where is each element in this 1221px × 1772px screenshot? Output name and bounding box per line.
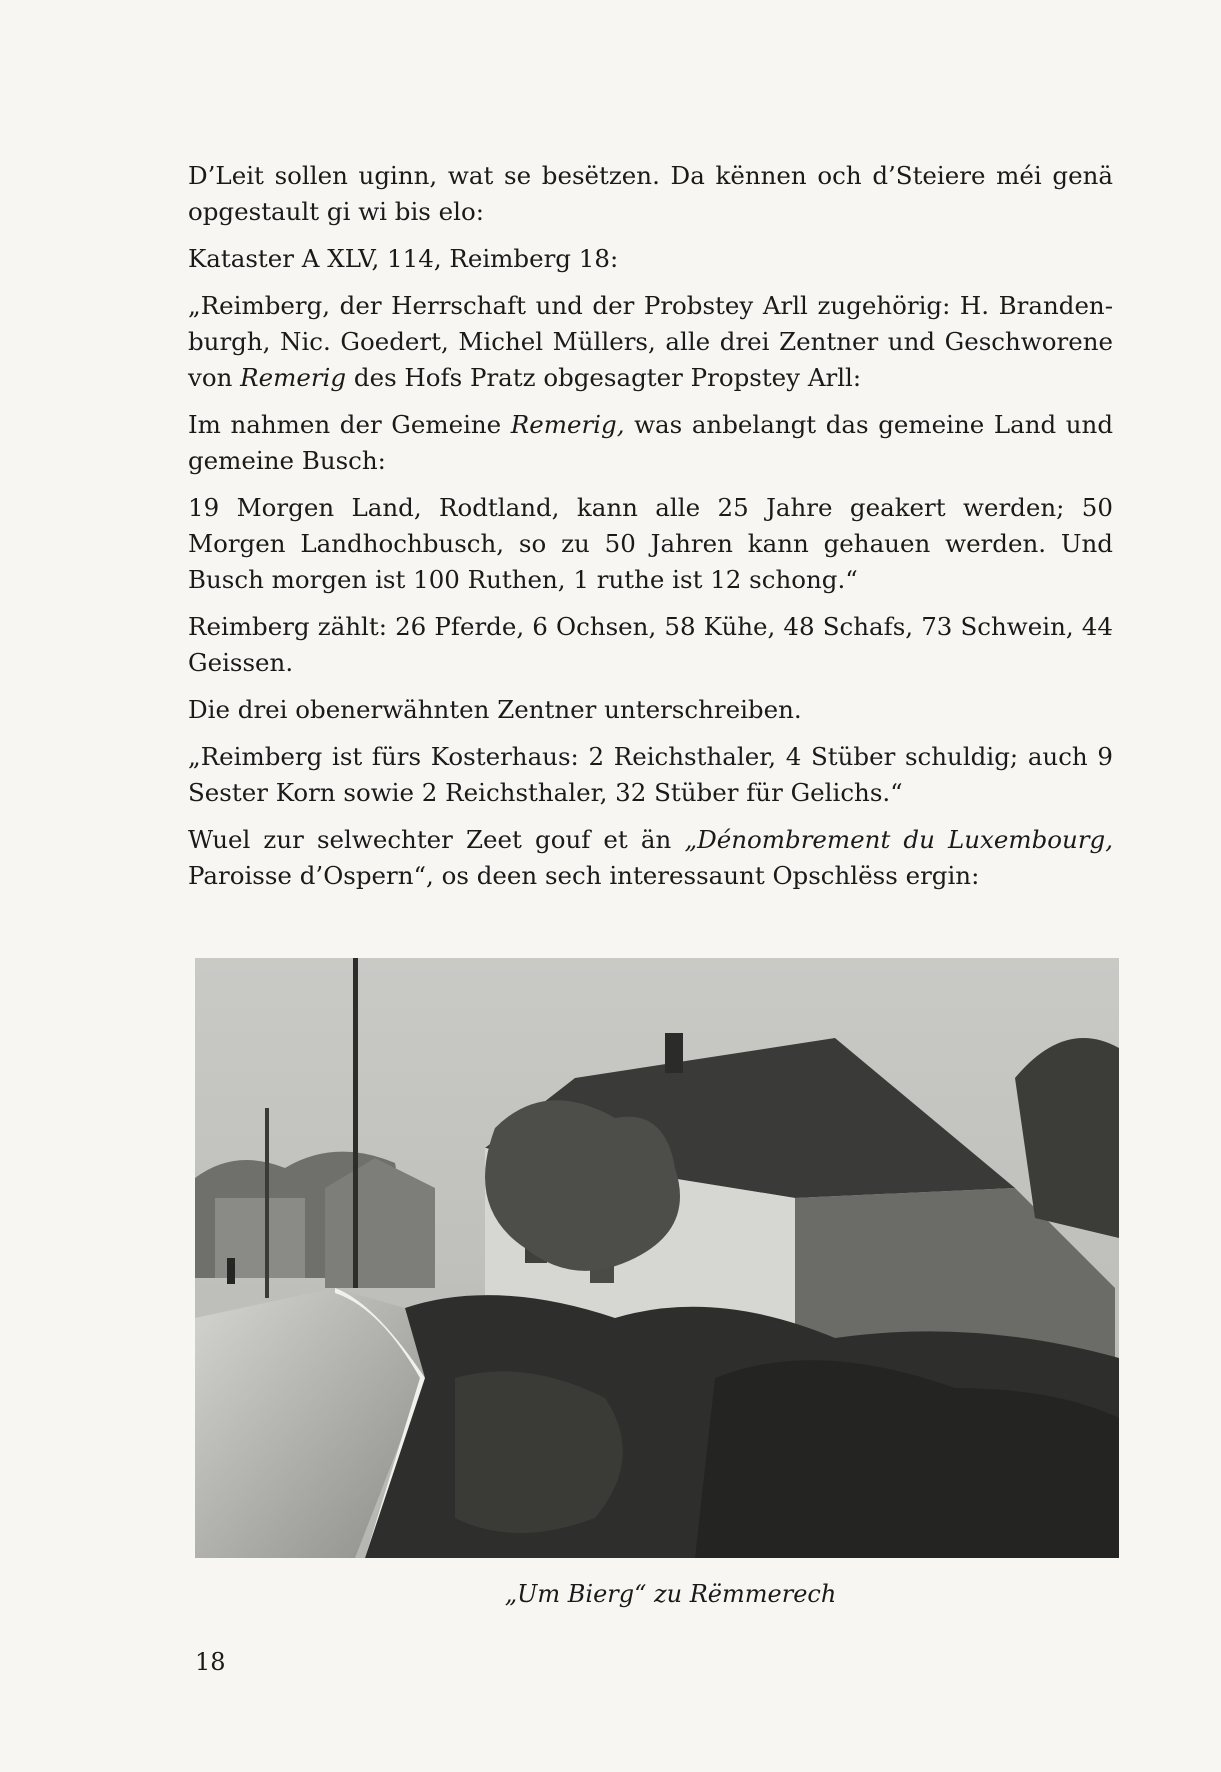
paragraph: [188, 407, 1113, 479]
text-run: was anbelangt das gemeine Land und gemeine Busch:: [188, 410, 1113, 475]
paragraph: [188, 158, 1113, 230]
text-run: 19 Morgen Land, Rodtland, kann alle 25 Jahre geakert werden; 50 Morgen Landhochbusch, so zu 50 Jahren kann gehauen werden. Und Busch morgen ist 100 Ruthen, 1 ruthe ist 12 schong.“: [188, 493, 1113, 594]
village-street-photo: [195, 958, 1119, 1558]
page-number: 18: [195, 1648, 226, 1676]
text-run: des Hofs Pratz obgesagter Propstey Arll:: [346, 363, 862, 392]
text-run: Kataster A XLV, 114, Reimberg 18:: [188, 244, 619, 273]
italic-text: Remerig,: [510, 410, 625, 439]
italic-text: „Dénombrement du Luxembourg,: [684, 825, 1113, 854]
paragraph: [188, 241, 1113, 277]
paragraph: [188, 822, 1113, 894]
text-run: D’Leit sollen uginn, wat se besëtzen. Da kënnen och d’Steiere méi genä opgestault gi wi bis elo:: [188, 161, 1113, 226]
text-run: Die drei obenerwähnten Zentner unterschreiben.: [188, 695, 802, 724]
text-run: Paroisse d’Ospern“, os deen sech interessaunt Opschlëss ergin:: [188, 861, 980, 890]
paragraph: [188, 490, 1113, 598]
text-run: „Reimberg, der Herrschaft und der Probstey Arll zugehörig: H. Brandenburgh, Nic. Goedert, Michel Müllers, alle drei Zentner und Geschworene von: [188, 291, 1113, 392]
paragraph: [188, 609, 1113, 681]
paragraph: [188, 739, 1113, 811]
text-run: Im nahmen der Gemeine: [188, 410, 511, 439]
body-text: [188, 158, 1113, 905]
paragraph: [188, 692, 1113, 728]
text-run: Reimberg zählt: 26 Pferde, 6 Ochsen, 58 Kühe, 48 Schafs, 73 Schwein, 44 Geissen.: [188, 612, 1113, 677]
photo-illustration: [195, 958, 1119, 1558]
text-run: Wuel zur selwechter Zeet gouf et än: [188, 825, 685, 854]
photo-caption: „Um Bierg“ zu Rëmmerech: [504, 1580, 837, 1608]
text-run: „Reimberg ist fürs Kosterhaus: 2 Reichsthaler, 4 Stüber schuldig; auch 9 Sester Korn sowie 2 Reichsthaler, 32 Stüber für Gelichs.“: [188, 742, 1113, 807]
italic-text: Remerig: [240, 363, 347, 392]
paragraph: [188, 288, 1113, 396]
